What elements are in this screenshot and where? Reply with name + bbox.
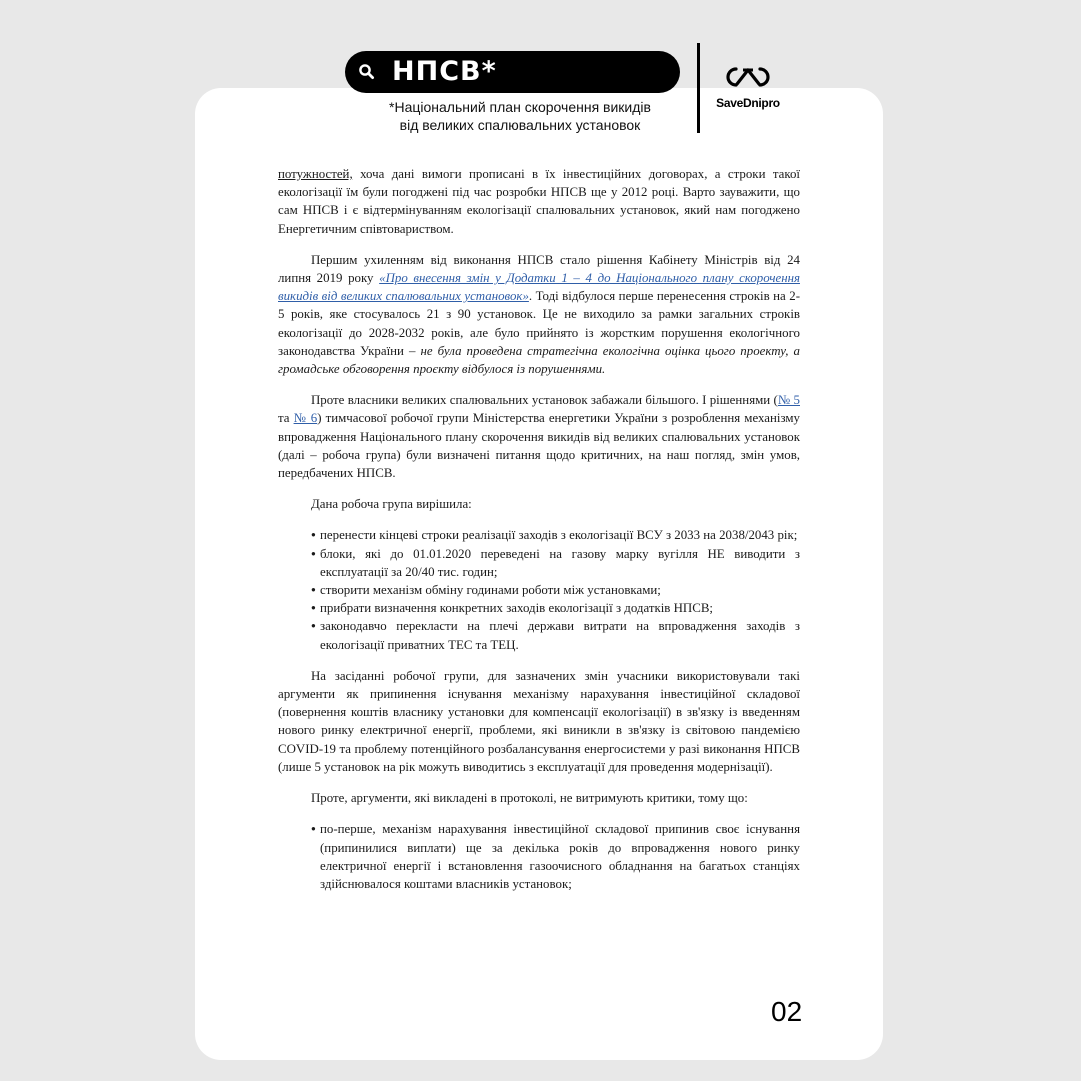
paragraph-6: Проте, аргументи, які викладені в протоколі, не витримують критики, тому що: (311, 791, 748, 806)
list-item: ● законодавчо перекласти на плечі держави витрати на впровадження заходів з екологізації приватних ТЕС та ТЕЦ. (311, 617, 800, 653)
list-item: ● створити механізм обміну годинами роботи між установками; (311, 581, 800, 599)
list-item: ● прибрати визначення конкретних заходів екологізації з додатків НПСВ; (311, 599, 800, 617)
subtitle-line-1: *Національний план скорочення викидів (389, 99, 651, 115)
page-number: 02 (771, 996, 803, 1027)
header-title: НПСВ* (392, 56, 497, 87)
paragraph-2: Першим ухиленням від виконання НПСВ стало рішення Кабінету Міністрів від 24 липня 2019 року «Про внесення змін у Додатки 1 – 4 до Національного плану скорочення викидів від великих спалювальних установок». Тоді відбулося перше перенесення строків на 2-5 років, яке стосувалось 21 з 90 установок. Це не виходило за рамки загальних строків екологізації до 2028-2032 років, але було прийнято із жорстким порушення екологічного законодавства України – не була проведена стратегічна екологічна оцінка цього проекту, а громадське обговорення проєкту відбулося із порушеннями. (278, 252, 800, 377)
list-item: ● блоки, які до 01.01.2020 переведені на газову марку вугілля НЕ виводити з експлуатації за 20/40 тис. годин; (311, 545, 800, 581)
subtitle-line-2: від великих спалювальних установок (399, 117, 641, 133)
savednipro-logo (712, 64, 784, 110)
search-icon (358, 63, 376, 81)
resolution-link[interactable]: «Про внесення змін у Додатки 1 – 4 до Національного плану скорочення викидів від великих спалювальних установок» (278, 271, 800, 304)
header-divider (697, 43, 700, 133)
decision-5-link[interactable]: № 5 (777, 393, 800, 408)
logo-label: SaveDnipro (716, 96, 780, 110)
underlined-term: потужностей, (278, 167, 353, 181)
decision-6-link[interactable]: № 6 (293, 411, 318, 426)
header-subtitle (370, 98, 670, 134)
list-item: ● по-перше, механізм нарахування інвестиційної складової припинив своє існування (припинилися виплати) ще за декілька років до впровадження нового ринку електричної енергії і встановлення газоочисного обладнання на багатьох станціях здійснювалося коштами власників установок; (311, 820, 800, 893)
list-item: ● перенести кінцеві строки реалізації заходів з екологізації ВСУ з 2033 на 2038/2043 рік; (311, 526, 800, 544)
decisions-list (311, 526, 800, 653)
paragraph-5: На засіданні робочої групи, для зазначених змін учасники використовували такі аргументи як припинення існування механізму нарахування інвестиційної складової (повернення коштів власнику установки для компенсації екологізації) в зв'язку із введенням нового ринку електричної енергії, проблеми, які виникли в зв'язку із світовою пандемією COVID-19 та проблему потенційного розбалансування енергосистеми у разі виконання НПСВ (лише 5 установок на рік можуть виводитись з експлуатації для проведення модернізації). (278, 668, 800, 774)
paragraph-4: Дана робоча група вирішила: (311, 497, 472, 512)
savednipro-logo-icon (722, 64, 774, 90)
paragraph-1: потужностей, хоча дані вимоги прописані в їх інвестиційних договорах, а строки такої екологізації їм були погоджені під час розробки НПСВ ще у 2012 році. Варто зауважити, що сам НПСВ і є відтермінуванням екологізації спалювальних установок, який нам погоджено Енергетичним співтовариством. (278, 167, 800, 236)
document-body (278, 165, 800, 893)
paragraph-3: Проте власники великих спалювальних установок забажали більшого. І рішеннями (№ 5 та № 6) тимчасової робочої групи Міністерства енергетики України з розроблення механізму впровадження Національного плану скорочення викидів від великих спалювальних установок (далі – робоча група) були визначені питання щодо критичних, на наш погляд, змін умов, передбачених НПСВ. (278, 393, 800, 481)
search-bar[interactable] (345, 51, 680, 93)
arguments-list (311, 820, 800, 893)
